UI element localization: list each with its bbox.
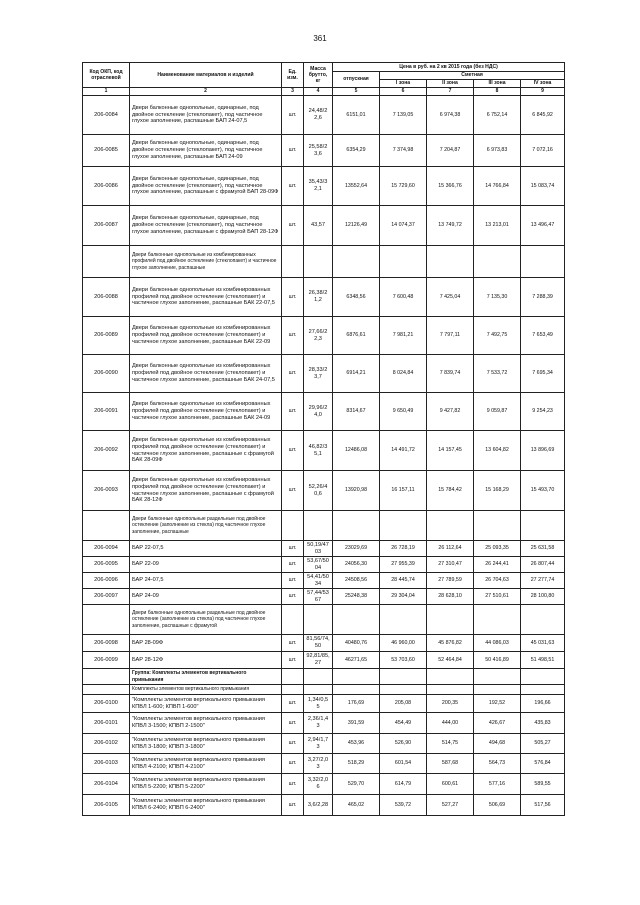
item-name: Двери балконные однопольные, одинарные, под двойное остекление (стеклопакет), под частичное глухое заполнение, распашные БАП 24-07,5 (130, 96, 282, 135)
price-zone-4: 505,27 (521, 734, 565, 754)
price-zone-4: 51 498,51 (521, 652, 565, 669)
price-zone-2: 27 789,59 (427, 573, 474, 589)
table-row (83, 795, 565, 816)
empty-cell (380, 669, 427, 685)
price-zone-3: 506,69 (474, 795, 521, 816)
price-zone-1: 539,72 (380, 795, 427, 816)
empty-cell (304, 605, 333, 635)
item-mass: 54,41/50 34 (304, 573, 333, 589)
price-zone-2: 9 427,82 (427, 393, 474, 431)
price-zone-3: 192,52 (474, 695, 521, 713)
item-name: БАР 24-09 (130, 589, 282, 605)
price-zone-2: 52 464,84 (427, 652, 474, 669)
item-code: 206-0097 (83, 589, 130, 605)
release-price: 24056,30 (333, 557, 380, 573)
price-zone-4: 13 496,47 (521, 206, 565, 246)
price-zone-2: 7 425,04 (427, 278, 474, 317)
price-zone-1: 7 374,98 (380, 135, 427, 167)
item-mass: 92,81/85, 27 (304, 652, 333, 669)
table-row (83, 635, 565, 652)
price-zone-4: 27 277,74 (521, 573, 565, 589)
empty-cell (282, 605, 304, 635)
header-row (83, 63, 565, 72)
price-zone-3: 13 213,01 (474, 206, 521, 246)
release-price: 465,02 (333, 795, 380, 816)
item-code: 206-0096 (83, 573, 130, 589)
item-name: Двери балконные однопольные из комбинированных профилей под двойное остекление (стеклопакет) и частичное глухое заполнение, распашные с фрамугой БАК 28-12Ф (130, 471, 282, 511)
item-name: Двери балконные однопольные из комбинированных профилей под двойное остекление (стеклопакет) и частичное глухое заполнение, распашные БАК 24-09 (130, 393, 282, 431)
table-row (83, 431, 565, 471)
empty-cell (333, 605, 380, 635)
price-zone-1: 601,54 (380, 754, 427, 774)
item-mass: 3,27/2,0 3 (304, 754, 333, 774)
empty-cell (83, 511, 130, 541)
item-name: БАР 24-07,5 (130, 573, 282, 589)
column-number: 5 (333, 88, 380, 96)
item-code: 206-0101 (83, 713, 130, 734)
empty-cell (474, 246, 521, 278)
price-zone-2: 527,27 (427, 795, 474, 816)
header-zone-3: III зона (474, 80, 521, 88)
price-zone-1: 8 024,84 (380, 355, 427, 393)
price-zone-3: 14 766,84 (474, 167, 521, 206)
item-name: "Комплекты элементов вертикального примыкания КПВЛ 4-2100; КПВП 4-2100" (130, 754, 282, 774)
price-zone-3: 6 973,83 (474, 135, 521, 167)
item-name: БАР 22-09 (130, 557, 282, 573)
price-zone-4: 25 631,58 (521, 541, 565, 557)
price-zone-1: 14 491,72 (380, 431, 427, 471)
price-zone-4: 15 493,70 (521, 471, 565, 511)
item-mass: 2,36/1,4 3 (304, 713, 333, 734)
item-mass: 24,48/2 2,6 (304, 96, 333, 135)
release-price: 6348,56 (333, 278, 380, 317)
section-title: Двери балконные однопольные раздельные под двойное остекление (заполнение из стекла) под частичное глухое заполнение, распашные с фрамугой (130, 605, 282, 635)
column-number: 9 (521, 88, 565, 96)
column-number: 2 (130, 88, 282, 96)
item-mass: 29,96/2 4,0 (304, 393, 333, 431)
price-zone-4: 7 288,39 (521, 278, 565, 317)
item-name: "Комплекты элементов вертикального примыкания КПВЛ 3-1800; КПВП 3-1800" (130, 734, 282, 754)
price-zone-3: 44 086,03 (474, 635, 521, 652)
section-row (83, 685, 565, 695)
item-code: 206-0089 (83, 317, 130, 355)
table-row (83, 541, 565, 557)
empty-cell (282, 669, 304, 685)
price-zone-2: 28 628,10 (427, 589, 474, 605)
empty-cell (304, 511, 333, 541)
price-zone-4: 576,84 (521, 754, 565, 774)
item-unit: шт. (282, 393, 304, 431)
item-name: БАР 22-07,5 (130, 541, 282, 557)
table-row (83, 135, 565, 167)
item-code: 206-0094 (83, 541, 130, 557)
empty-cell (282, 246, 304, 278)
price-zone-1: 14 074,37 (380, 206, 427, 246)
item-code: 206-0091 (83, 393, 130, 431)
price-zone-1: 53 703,60 (380, 652, 427, 669)
empty-cell (474, 669, 521, 685)
release-price: 23029,69 (333, 541, 380, 557)
empty-cell (474, 605, 521, 635)
empty-cell (521, 511, 565, 541)
empty-cell (304, 669, 333, 685)
table-row (83, 774, 565, 795)
price-zone-1: 205,08 (380, 695, 427, 713)
price-zone-1: 46 960,00 (380, 635, 427, 652)
price-zone-2: 26 112,64 (427, 541, 474, 557)
item-name: Двери балконные однопольные, одинарные, под двойное остекление (стеклопакет), под частичное глухое заполнение, распашные с фрамугой БАП 28-09Ф (130, 167, 282, 206)
section-title: Группа: Комплекты элементов вертикального примыкания (130, 669, 282, 685)
table-row (83, 167, 565, 206)
empty-cell (83, 669, 130, 685)
item-name: Двери балконные однопольные из комбинированных профилей под двойное остекление (стеклопакет) и частичное глухое заполнение, распашные БАК 24-07,5 (130, 355, 282, 393)
release-price: 518,29 (333, 754, 380, 774)
item-mass: 53,67/50 04 (304, 557, 333, 573)
table-row (83, 96, 565, 135)
price-zone-3: 494,68 (474, 734, 521, 754)
price-zone-1: 526,90 (380, 734, 427, 754)
empty-cell (427, 511, 474, 541)
section-row (83, 669, 565, 685)
item-mass: 3,32/2,0 6 (304, 774, 333, 795)
price-zone-2: 514,75 (427, 734, 474, 754)
table-row (83, 713, 565, 734)
item-unit: шт. (282, 589, 304, 605)
item-unit: шт. (282, 317, 304, 355)
item-mass: 3,6/2,28 (304, 795, 333, 816)
item-unit: шт. (282, 713, 304, 734)
item-code: 206-0092 (83, 431, 130, 471)
price-zone-1: 29 304,04 (380, 589, 427, 605)
section-row (83, 605, 565, 635)
price-zone-4: 13 896,69 (521, 431, 565, 471)
release-price: 453,96 (333, 734, 380, 754)
release-price: 13552,64 (333, 167, 380, 206)
release-price: 12486,08 (333, 431, 380, 471)
item-code: 206-0088 (83, 278, 130, 317)
empty-cell (304, 246, 333, 278)
price-zone-4: 15 083,74 (521, 167, 565, 206)
empty-cell (304, 685, 333, 695)
empty-cell (83, 246, 130, 278)
item-unit: шт. (282, 734, 304, 754)
item-code: 206-0098 (83, 635, 130, 652)
item-mass: 25,58/2 3,6 (304, 135, 333, 167)
item-mass: 57,44/53 67 (304, 589, 333, 605)
item-name: Двери балконные однопольные из комбинированных профилей под двойное остекление (стеклопакет) и частичное глухое заполнение, распашные БАК 22-09 (130, 317, 282, 355)
table-row (83, 393, 565, 431)
item-unit: шт. (282, 652, 304, 669)
price-zone-4: 7 653,49 (521, 317, 565, 355)
empty-cell (380, 605, 427, 635)
release-price: 391,59 (333, 713, 380, 734)
price-zone-1: 9 650,49 (380, 393, 427, 431)
item-name: Двери балконные однопольные из комбинированных профилей под двойное остекление (стеклопакет) и частичное глухое заполнение, распашные БАК 22-07,5 (130, 278, 282, 317)
price-zone-4: 45 031,63 (521, 635, 565, 652)
price-zone-4: 517,56 (521, 795, 565, 816)
release-price: 46271,65 (333, 652, 380, 669)
column-number: 6 (380, 88, 427, 96)
item-name: БАР 28-12Ф (130, 652, 282, 669)
item-mass: 1,34/0,5 5 (304, 695, 333, 713)
price-zone-4: 435,83 (521, 713, 565, 734)
price-zone-3: 50 416,89 (474, 652, 521, 669)
price-zone-3: 564,73 (474, 754, 521, 774)
price-zone-1: 28 445,74 (380, 573, 427, 589)
empty-cell (83, 685, 130, 695)
item-name: Двери балконные однопольные, одинарные, под двойное остекление (стеклопакет), под частичное глухое заполнение, распашные БАП 24-09 (130, 135, 282, 167)
price-zone-2: 7 204,87 (427, 135, 474, 167)
column-number: 4 (304, 88, 333, 96)
price-zone-2: 45 876,82 (427, 635, 474, 652)
empty-cell (83, 605, 130, 635)
table-row (83, 652, 565, 669)
item-code: 206-0090 (83, 355, 130, 393)
item-unit: шт. (282, 135, 304, 167)
price-zone-3: 6 752,14 (474, 96, 521, 135)
column-number: 1 (83, 88, 130, 96)
price-zone-3: 25 093,35 (474, 541, 521, 557)
price-zone-1: 15 729,60 (380, 167, 427, 206)
item-code: 206-0099 (83, 652, 130, 669)
price-zone-1: 26 728,19 (380, 541, 427, 557)
price-zone-2: 15 366,76 (427, 167, 474, 206)
empty-cell (521, 246, 565, 278)
price-zone-2: 15 784,42 (427, 471, 474, 511)
table-row (83, 695, 565, 713)
header-name: Наименование материалов и изделий (130, 63, 282, 88)
price-zone-3: 13 604,82 (474, 431, 521, 471)
header-zone-2: II зона (427, 80, 474, 88)
price-zone-4: 26 807,44 (521, 557, 565, 573)
price-zone-3: 9 059,87 (474, 393, 521, 431)
price-zone-1: 7 600,48 (380, 278, 427, 317)
item-name: БАР 28-09Ф (130, 635, 282, 652)
price-zone-1: 454,49 (380, 713, 427, 734)
item-code: 206-0103 (83, 754, 130, 774)
empty-cell (427, 669, 474, 685)
table-row (83, 471, 565, 511)
item-name: Двери балконные однопольные из комбинированных профилей под двойное остекление (стеклопакет) и частичное глухое заполнение, распашные с фрамугой БАК 28-09Ф (130, 431, 282, 471)
table-row (83, 278, 565, 317)
item-unit: шт. (282, 471, 304, 511)
header-release: отпускная (333, 72, 380, 88)
empty-cell (380, 685, 427, 695)
column-number: 8 (474, 88, 521, 96)
release-price: 176,69 (333, 695, 380, 713)
item-unit: шт. (282, 795, 304, 816)
section-title: Двери балконные однопольные из комбинированных профилей под двойное остекление (стеклопакет) и частичное глухое заполнение, распашные (130, 246, 282, 278)
release-price: 24508,56 (333, 573, 380, 589)
price-zone-3: 15 168,29 (474, 471, 521, 511)
table-row (83, 206, 565, 246)
item-code: 206-0104 (83, 774, 130, 795)
empty-cell (427, 246, 474, 278)
item-code: 206-0102 (83, 734, 130, 754)
release-price: 25248,38 (333, 589, 380, 605)
item-unit: шт. (282, 96, 304, 135)
item-name: "Комплекты элементов вертикального примыкания КПВЛ 3-1500; КПВП 2-1500" (130, 713, 282, 734)
price-zone-3: 7 492,75 (474, 317, 521, 355)
item-code: 206-0095 (83, 557, 130, 573)
table-row (83, 317, 565, 355)
header-estimate: Сметная (380, 72, 565, 80)
item-unit: шт. (282, 431, 304, 471)
empty-cell (380, 246, 427, 278)
empty-cell (333, 669, 380, 685)
release-price: 13920,98 (333, 471, 380, 511)
item-name: "Комплекты элементов вертикального примыкания КПВЛ 5-2200; КПВП 5-2200" (130, 774, 282, 795)
release-price: 6151,01 (333, 96, 380, 135)
release-price: 40480,76 (333, 635, 380, 652)
item-code: 206-0085 (83, 135, 130, 167)
item-code: 206-0093 (83, 471, 130, 511)
item-unit: шт. (282, 355, 304, 393)
section-row (83, 246, 565, 278)
release-price: 529,70 (333, 774, 380, 795)
price-zone-4: 7 695,34 (521, 355, 565, 393)
table-row (83, 734, 565, 754)
empty-cell (427, 605, 474, 635)
item-mass: 26,38/2 1,2 (304, 278, 333, 317)
release-price: 6914,21 (333, 355, 380, 393)
empty-cell (282, 685, 304, 695)
column-number: 3 (282, 88, 304, 96)
item-mass: 81,56/74, 50 (304, 635, 333, 652)
item-mass: 2,94/1,7 3 (304, 734, 333, 754)
item-code: 206-0087 (83, 206, 130, 246)
item-unit: шт. (282, 754, 304, 774)
price-zone-2: 600,61 (427, 774, 474, 795)
item-unit: шт. (282, 557, 304, 573)
table-row (83, 589, 565, 605)
item-code: 206-0105 (83, 795, 130, 816)
item-mass: 50,19/47 03 (304, 541, 333, 557)
empty-cell (380, 511, 427, 541)
price-zone-2: 27 310,47 (427, 557, 474, 573)
price-zone-4: 6 845,92 (521, 96, 565, 135)
table-row (83, 355, 565, 393)
empty-cell (521, 685, 565, 695)
item-code: 206-0086 (83, 167, 130, 206)
item-code: 206-0084 (83, 96, 130, 135)
empty-cell (427, 685, 474, 695)
price-zone-4: 28 100,80 (521, 589, 565, 605)
header-zone-1: I зона (380, 80, 427, 88)
price-zone-4: 589,55 (521, 774, 565, 795)
column-number: 7 (427, 88, 474, 96)
item-unit: шт. (282, 541, 304, 557)
empty-cell (474, 685, 521, 695)
item-mass: 35,43/3 2,1 (304, 167, 333, 206)
price-zone-4: 9 254,23 (521, 393, 565, 431)
section-title: Комплекты элементов вертикального примыкания (130, 685, 282, 695)
price-zone-2: 7 797,11 (427, 317, 474, 355)
page-number: 361 (313, 34, 327, 43)
empty-cell (474, 511, 521, 541)
section-title: Двери балконные однопольные раздельные под двойное остекление (заполнение из стекла) под частичное глухое заполнение, распашные (130, 511, 282, 541)
price-zone-3: 26 244,41 (474, 557, 521, 573)
item-name: "Комплекты элементов вертикального примыкания КПВЛ 1-600; КПВП 1-600" (130, 695, 282, 713)
price-zone-2: 200,35 (427, 695, 474, 713)
release-price: 6876,61 (333, 317, 380, 355)
item-unit: шт. (282, 278, 304, 317)
price-zone-1: 16 157,11 (380, 471, 427, 511)
item-mass: 46,82/3 5,1 (304, 431, 333, 471)
empty-cell (333, 685, 380, 695)
table-row (83, 573, 565, 589)
table-row (83, 557, 565, 573)
item-unit: шт. (282, 695, 304, 713)
price-zone-1: 614,79 (380, 774, 427, 795)
price-zone-4: 196,66 (521, 695, 565, 713)
item-mass: 43,57 (304, 206, 333, 246)
price-zone-3: 7 533,72 (474, 355, 521, 393)
item-unit: шт. (282, 573, 304, 589)
price-zone-1: 7 981,21 (380, 317, 427, 355)
item-unit: шт. (282, 774, 304, 795)
section-row (83, 511, 565, 541)
table-row (83, 754, 565, 774)
price-zone-3: 27 510,61 (474, 589, 521, 605)
item-unit: шт. (282, 635, 304, 652)
item-name: "Комплекты элементов вертикального примыкания КПВЛ 6-2400; КПВП 6-2400" (130, 795, 282, 816)
price-zone-2: 6 974,38 (427, 96, 474, 135)
price-zone-3: 577,16 (474, 774, 521, 795)
header-mass: Масса брутто, кг (304, 63, 333, 88)
price-zone-4: 7 072,16 (521, 135, 565, 167)
header-price-title: Цена в руб. на 2 кв 2015 года (без НДС) (333, 63, 565, 72)
release-price: 12126,49 (333, 206, 380, 246)
release-price: 8314,67 (333, 393, 380, 431)
release-price: 6354,29 (333, 135, 380, 167)
item-mass: 27,66/2 2,3 (304, 317, 333, 355)
item-name: Двери балконные однопольные, одинарные, под двойное остекление (стеклопакет), под частичное глухое заполнение, распашные с фрамугой БАП 28-12Ф (130, 206, 282, 246)
header-code: Код ОКП, код отраслевой (83, 63, 130, 88)
empty-cell (282, 511, 304, 541)
price-zone-3: 26 704,63 (474, 573, 521, 589)
price-zone-3: 426,67 (474, 713, 521, 734)
empty-cell (333, 511, 380, 541)
header-zone-4: IV зона (521, 80, 565, 88)
item-code: 206-0100 (83, 695, 130, 713)
price-table (82, 62, 565, 816)
price-zone-1: 27 955,39 (380, 557, 427, 573)
price-zone-2: 7 839,74 (427, 355, 474, 393)
price-zone-2: 587,68 (427, 754, 474, 774)
item-unit: шт. (282, 206, 304, 246)
price-zone-3: 7 135,30 (474, 278, 521, 317)
price-zone-2: 13 749,72 (427, 206, 474, 246)
item-unit: шт. (282, 167, 304, 206)
item-mass: 28,33/2 3,7 (304, 355, 333, 393)
price-zone-1: 7 139,05 (380, 96, 427, 135)
price-zone-2: 14 157,45 (427, 431, 474, 471)
item-mass: 52,26/4 0,6 (304, 471, 333, 511)
empty-cell (521, 605, 565, 635)
header-unit: Ед. изм. (282, 63, 304, 88)
empty-cell (521, 669, 565, 685)
empty-cell (333, 246, 380, 278)
price-zone-2: 444,00 (427, 713, 474, 734)
column-numbers-row (83, 88, 565, 96)
